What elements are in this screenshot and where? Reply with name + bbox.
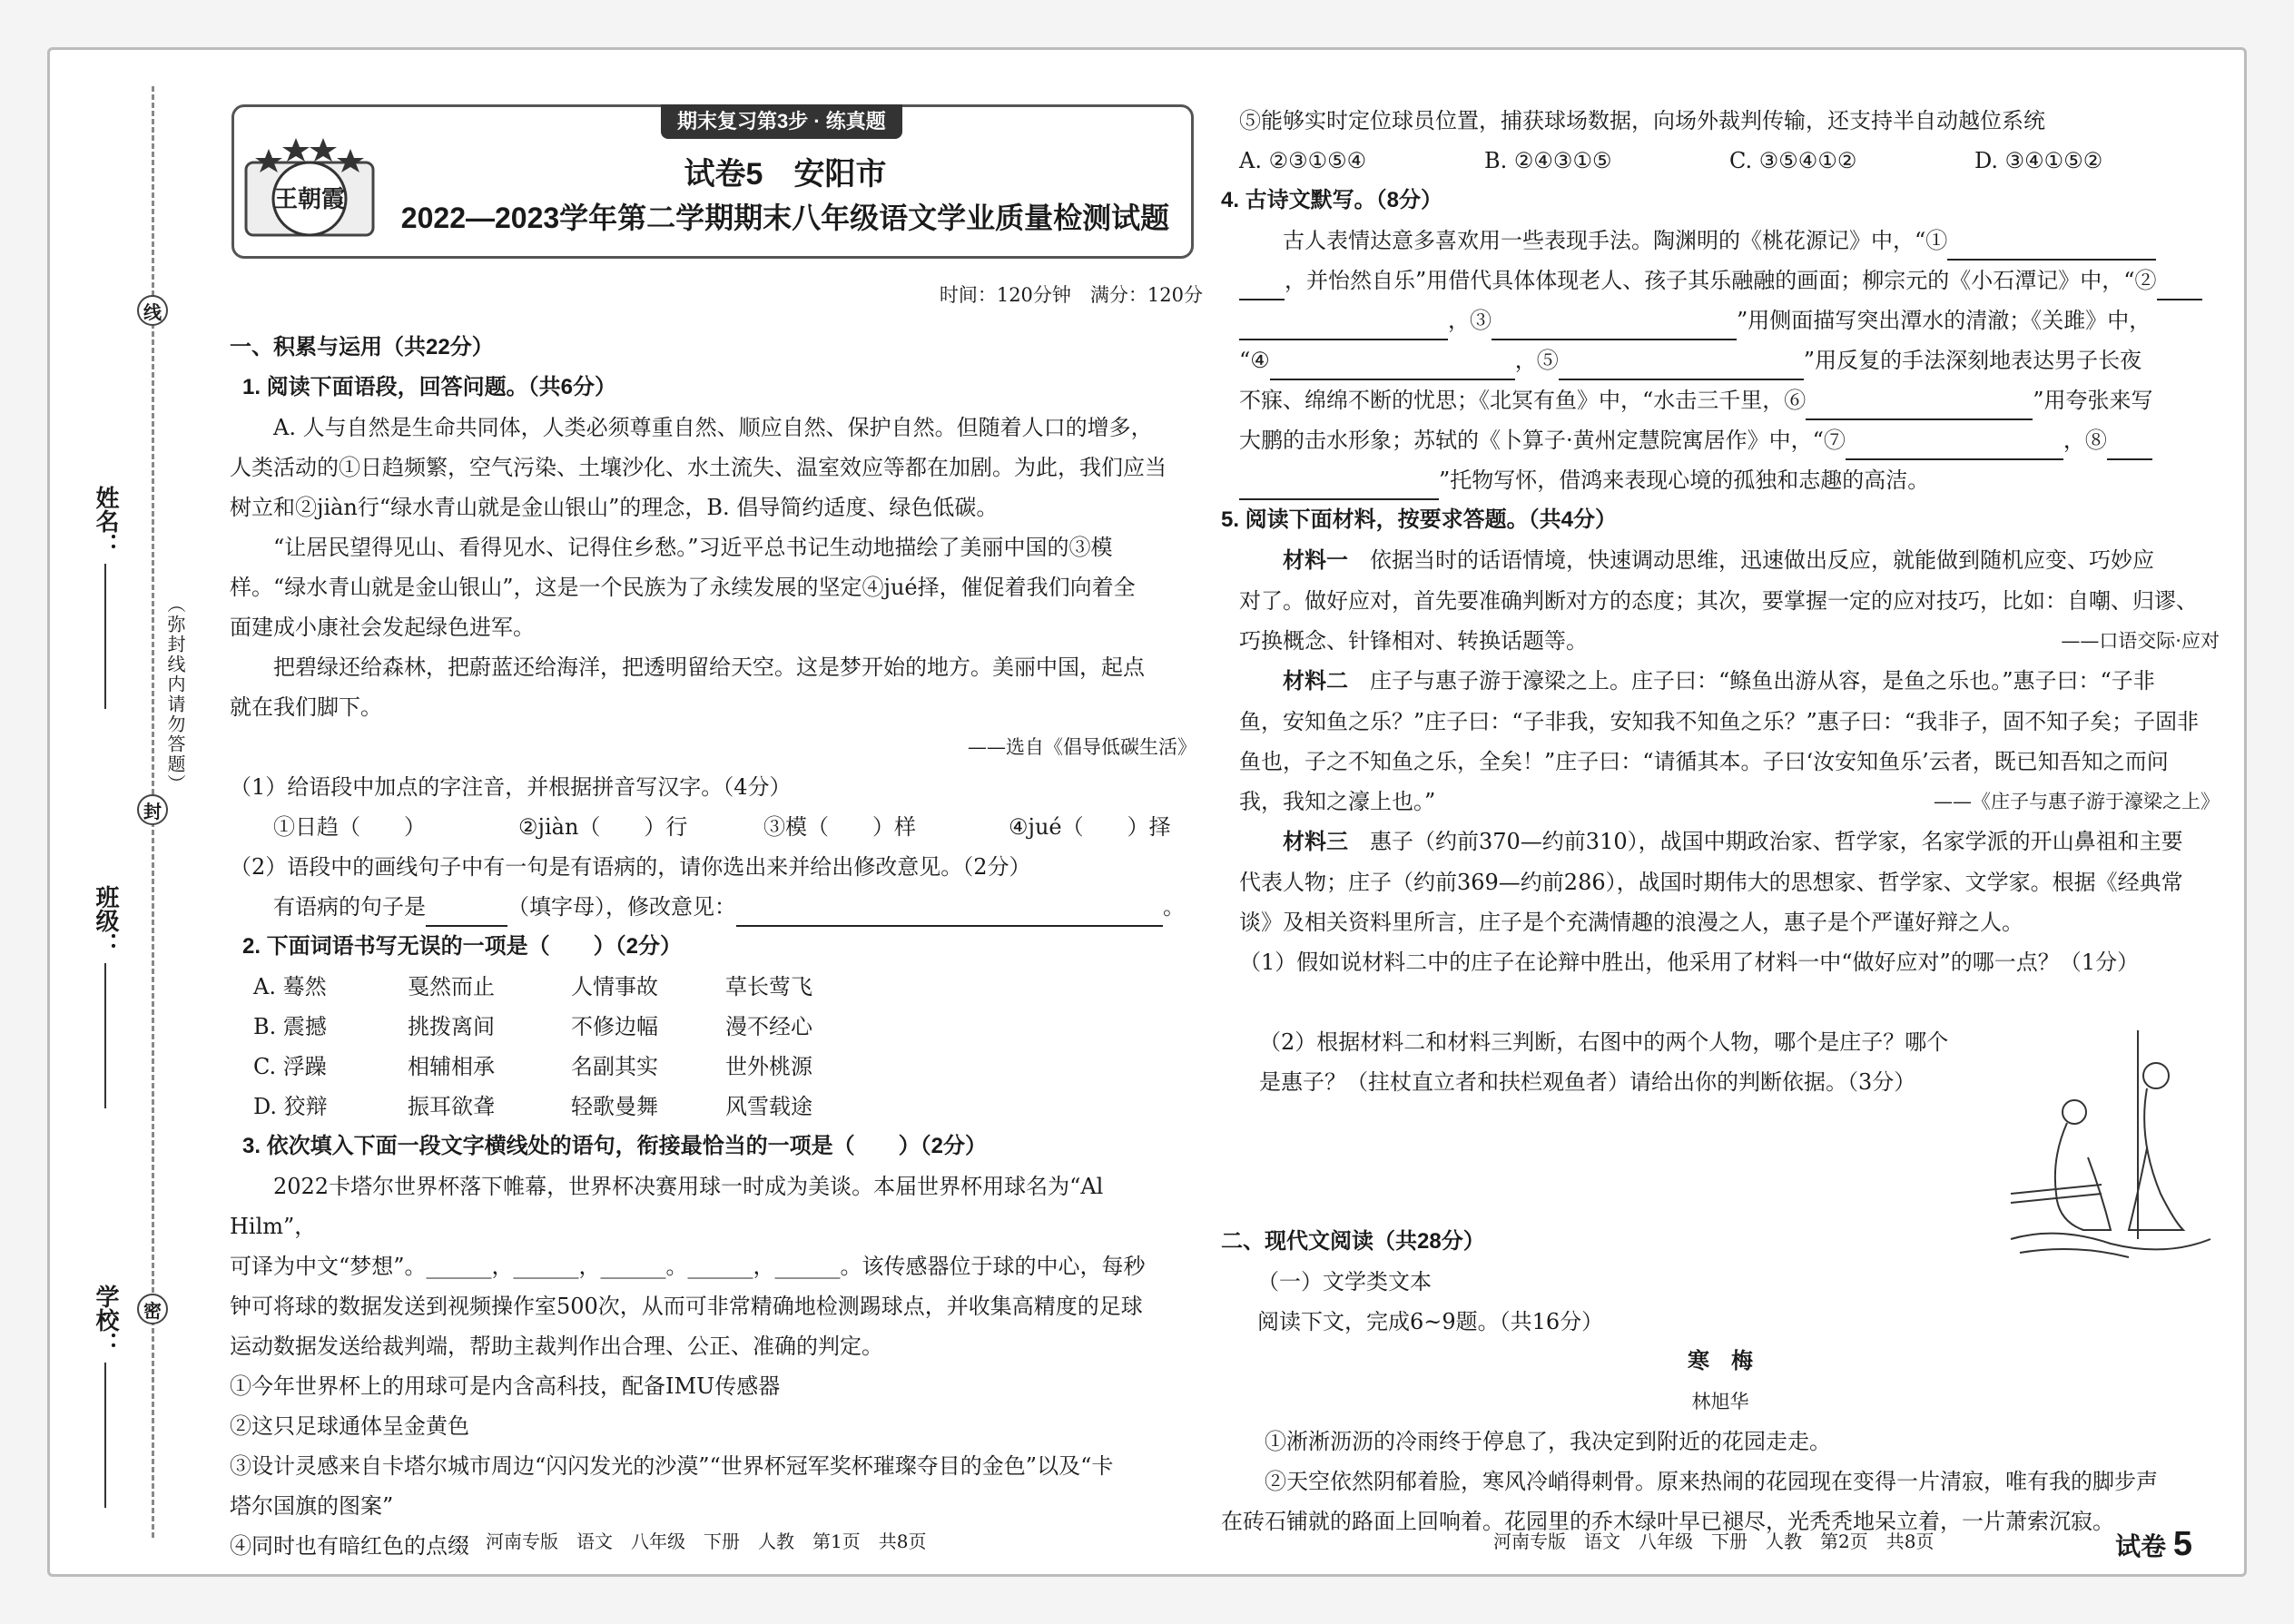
right-column bbox=[1221, 50, 2229, 1574]
section-2-instruction: 阅读下文，完成6~9题。（共16分） bbox=[1257, 1309, 1604, 1334]
q1-para1-a: A. 人与自然是生命共同体，人类必须尊重自然、顺应自然、保护自然。但随着人口的增多， bbox=[273, 415, 1153, 440]
q4-blank-2b[interactable] bbox=[1239, 313, 1448, 340]
exam-subtitle: 2022—2023学年第二学期期末八年级语文学业质量检测试题 bbox=[400, 202, 1170, 234]
school-label: 学校： bbox=[92, 1284, 119, 1355]
time-score-info: 时间：120分钟 满分：120分 bbox=[939, 284, 1203, 306]
material-1-label: 材料一 bbox=[1283, 548, 1348, 573]
q4-line-1: 古人表情达意多喜欢用一些表现手法。陶渊明的《桃花源记》中，“① bbox=[1221, 221, 2220, 261]
q3-para-4: 运动数据发送给裁判端，帮助主裁判作出合理、公正、准确的判定。 bbox=[230, 1334, 883, 1359]
q1-answer-blank-fix[interactable] bbox=[736, 900, 1163, 927]
q5-sub2-a: （2）根据材料二和材料三判断，右图中的两个人物，哪个是庄子？哪个 bbox=[1259, 1029, 1949, 1055]
q3-option-b[interactable]: B. ②④③①⑤ bbox=[1484, 148, 1612, 173]
q4-line-4: “④ ，⑤ ”用反复的手法深刻地表达男子长夜 bbox=[1221, 340, 2220, 380]
left-body bbox=[230, 328, 1196, 1566]
left-column bbox=[186, 50, 1203, 1574]
q1-answer-line: 有语病的句子是 （填字母），修改意见： 。 bbox=[230, 887, 1196, 927]
material-1-source: ——口语交际·应对 bbox=[2061, 630, 2220, 652]
seal-char-feng: 封 bbox=[137, 794, 168, 825]
q4-blank-1[interactable] bbox=[1947, 233, 2156, 261]
q4-line-5: 不寐、绵绵不断的忧思；《北冥有鱼》中，“水击三千里，⑥ ”用夸张来写 bbox=[1221, 380, 2220, 420]
exam-header bbox=[231, 104, 1194, 259]
exam-title: 试卷5 安阳市 bbox=[684, 157, 887, 192]
q4-title: 4. 古诗文默写。（8分） bbox=[1221, 188, 1443, 212]
q4-line-3: ，③ ”用侧面描写突出潭水的清澈；《关雎》中， bbox=[1221, 300, 2220, 340]
q2-option-b[interactable]: B. 震撼 挑拨离间 不修边幅 漫不经心 bbox=[253, 1014, 812, 1039]
essay-author: 林旭华 bbox=[1691, 1391, 1749, 1412]
q3-item-5: ⑤能够实时定位球员位置，捕获球场数据，向场外裁判传输，还支持半自动越位系统 bbox=[1239, 108, 2045, 133]
q4-blank-5[interactable] bbox=[1559, 353, 1804, 380]
material-3-c: 谈》及相关资料里所言，庄子是个充满情趣的浪漫之人，惠子是个严谨好辩之人。 bbox=[1239, 910, 2023, 935]
q3-option-c[interactable]: C. ③⑤④①② bbox=[1729, 148, 1857, 173]
material-1-a: 材料一 依据当时的话语情境，快速调动思维，迅速做出反应，就能做到随机应变、巧妙应 bbox=[1283, 547, 2154, 573]
essay-title: 寒 梅 bbox=[1688, 1349, 1753, 1373]
material-3-b: 代表人物；庄子（约前369—约前286），战国时期伟大的思想家、哲学家、文学家。根据《经典常 bbox=[1239, 870, 2183, 895]
material-1-c: 巧换概念、针锋相对、转换话题等。 bbox=[1239, 628, 1588, 654]
page-tag-label: 试卷 bbox=[2115, 1532, 2167, 1560]
zhuangzi-huizi-illustration bbox=[2002, 1012, 2220, 1266]
q3-item-1: ①今年世界杯上的用球可是内含高科技，配备IMU传感器 bbox=[230, 1373, 781, 1399]
essay-para-1: ①淅淅沥沥的冷雨终于停息了，我决定到附近的花园走走。 bbox=[1265, 1429, 1831, 1454]
q1-para1-c: 树立和②jiàn行“绿水青山就是金山银山”的理念，B. 倡导简约适度、绿色低碳。 bbox=[230, 495, 999, 520]
material-2-a: 材料二 庄子与惠子游于濠梁之上。庄子曰：“鲦鱼出游从容，是鱼之乐也。”惠子曰：“子非 bbox=[1283, 668, 2155, 694]
q2-option-a[interactable]: A. 蓦然 戛然而止 人情事故 草长莺飞 bbox=[253, 974, 812, 999]
right-body bbox=[1221, 101, 2220, 1541]
q5-sub1: （1）假如说材料二中的庄子在论辩中胜出，他采用了材料一中“做好应对”的哪一点？（1分） bbox=[1239, 950, 2140, 975]
school-field[interactable] bbox=[86, 1284, 123, 1508]
q5-title: 5. 阅读下面材料，按要求答题。（共4分） bbox=[1221, 507, 1618, 532]
material-2-source: ——《庄子与惠子游于濠梁之上》 bbox=[1934, 791, 2220, 812]
section-1-title: 一、积累与运用（共22分） bbox=[230, 335, 494, 359]
q4-blank-6[interactable] bbox=[1806, 393, 2033, 420]
name-field[interactable] bbox=[86, 486, 123, 709]
material-2-label: 材料二 bbox=[1283, 669, 1348, 694]
page-tag-number: 5 bbox=[2172, 1525, 2192, 1563]
name-label: 姓名： bbox=[92, 486, 119, 556]
q1-title: 1. 阅读下面语段，回答问题。（共6分） bbox=[242, 375, 617, 399]
q3-para-2: 可译为中文“梦想”。______，______，______。______，______。该传感器位于球的中心，每秒 bbox=[230, 1254, 1146, 1279]
q4-blank-8[interactable] bbox=[2107, 433, 2152, 460]
q4-line-7: ”托物写怀，借鸿来表现心境的孤独和志趣的高洁。 bbox=[1221, 460, 2220, 500]
material-2-d: 我，我知之濠上也。” bbox=[1239, 789, 1436, 814]
q3-title: 3. 依次填入下面一段文字横线处的语句，衔接最恰当的一项是（ ）（2分） bbox=[242, 1134, 988, 1158]
publisher-logo bbox=[241, 113, 378, 249]
q3-para-1: 2022卡塔尔世界杯落下帷幕，世界杯决赛用球一时成为美谈。本届世界杯用球名为“Al Hilm”， bbox=[230, 1174, 1104, 1239]
material-2-c: 鱼也，子之不知鱼之乐，全矣！”庄子曰：“请循其本。子曰‘汝安知鱼乐’云者，既已知吾知之而问 bbox=[1239, 749, 2169, 774]
q1-fill-1[interactable]: ①日趋（ ） bbox=[273, 814, 426, 840]
svg-text:王朝霞: 王朝霞 bbox=[273, 186, 346, 213]
q1-answer-blank-letter[interactable] bbox=[426, 900, 507, 927]
material-1-b: 对了。做好应对，首先要准确判断对方的态度；其次，要掌握一定的应对技巧，比如：自嘲、归谬、 bbox=[1239, 588, 2198, 614]
right-footer: 河南专版 语文 八年级 下册 人教 第2页 共8页 bbox=[1493, 1530, 1935, 1552]
q4-line-6: 大鹏的击水形象；苏轼的《卜算子·黄州定慧院寓居作》中，“⑦ ，⑧ bbox=[1221, 420, 2220, 460]
q3-item-3: ③设计灵感来自卡塔尔城市周边“闪闪发光的沙漠”“世界杯冠军奖杯璀璨夺目的金色”以及“卡 bbox=[230, 1453, 1114, 1479]
q1-fill-row bbox=[230, 807, 1196, 847]
q4-blank-2[interactable] bbox=[2157, 273, 2202, 300]
q1-answer-label-a: 有语病的句子是 bbox=[273, 894, 426, 920]
q2-option-c[interactable]: C. 浮躁 相辅相承 名副其实 世外桃源 bbox=[253, 1054, 812, 1079]
q1-para2-a: “让居民望得见山、看得见水、记得住乡愁。”习近平总书记生动地描绘了美丽中国的③模 bbox=[273, 535, 1113, 560]
q2-title: 2. 下面词语书写无误的一项是（ ）（2分） bbox=[242, 934, 683, 959]
essay-para-2-b: 在砖石铺就的路面上回响着。花园里的乔木绿叶早已褪尽，光秃秃地呆立着，一片萧索沉寂。 bbox=[1221, 1509, 2114, 1534]
q3-option-d[interactable]: D. ③④①⑤② bbox=[1974, 148, 2103, 173]
q2-options bbox=[230, 967, 1196, 1127]
q2-option-d[interactable]: D. 狡辩 振耳欲聋 轻歌曼舞 风雪载途 bbox=[253, 1094, 812, 1119]
q1-para2-b: 样。“绿水青山就是金山银山”，这是一个民族为了永续发展的坚定④jué择，催促着我们向着全 bbox=[230, 575, 1136, 600]
q3-item-2: ②这只足球通体呈金黄色 bbox=[230, 1413, 469, 1439]
q4-blank-7[interactable] bbox=[1846, 433, 2063, 460]
q1-sub2: （2）语段中的画线句子中有一句是有语病的，请你选出来并给出修改意见。（2分） bbox=[230, 854, 1031, 880]
q1-para1-b: 人类活动的①日趋频繁，空气污染、土壤沙化、水土流失、温室效应等都在加剧。为此，我们应当 bbox=[230, 455, 1167, 480]
page-tag bbox=[2115, 1524, 2192, 1567]
q1-answer-label-b: （填字母），修改意见： bbox=[507, 894, 736, 920]
q5-sub2-b: 是惠子？（拄杖直立者和扶栏观鱼者）请给出你的判断依据。（3分） bbox=[1259, 1069, 1916, 1095]
q1-fill-3[interactable]: ③模（ ）样 bbox=[763, 814, 916, 840]
q4-blank-4[interactable] bbox=[1270, 353, 1515, 380]
q1-para3-a: 把碧绿还给森林，把蔚蓝还给海洋，把透明留给天空。这是梦开始的地方。美丽中国，起点 bbox=[273, 655, 1145, 680]
material-3-a: 材料三 惠子（约前370—约前310），战国中期政治家、哲学家，名家学派的开山鼻祖和主要 bbox=[1283, 829, 2183, 854]
section-2-sub: （一）文学类文本 bbox=[1257, 1269, 1432, 1294]
q4-blank-3[interactable] bbox=[1492, 313, 1737, 340]
essay-para-2-a: ②天空依然阴郁着脸，寒风冷峭得刺骨。原来热闹的花园现在变得一片清寂，唯有我的脚步声 bbox=[1265, 1469, 2158, 1494]
material-2-b: 鱼，安知鱼之乐？”庄子曰：“子非我，安知我不知鱼之乐？”惠子曰：“我非子，固不知子矣；子固非 bbox=[1239, 709, 2200, 734]
seal-note: （弥封线内请勿答题） bbox=[164, 595, 186, 794]
q4-blank-8b[interactable] bbox=[1239, 473, 1439, 500]
q1-para3-b: 就在我们脚下。 bbox=[230, 694, 382, 720]
q1-fill-2[interactable]: ②jiàn（ ）行 bbox=[518, 814, 688, 840]
q1-fill-4[interactable]: ④jué（ ）择 bbox=[1009, 814, 1171, 840]
class-field[interactable] bbox=[86, 885, 123, 1108]
q3-item-4: ④同时也有暗红色的点缀 bbox=[230, 1533, 469, 1559]
q1-source: ——选自《倡导低碳生活》 bbox=[968, 736, 1196, 758]
q3-options bbox=[1221, 141, 2220, 181]
q3-para-3: 钟可将球的数据发送到视频操作室500次，从而可非常精确地检测踢球点，并收集高精度的足球 bbox=[230, 1294, 1143, 1319]
q4-line-2: ，并怡然自乐”用借代具体体现老人、孩子其乐融融的画面；柳宗元的《小石潭记》中，“② bbox=[1221, 261, 2220, 300]
seal-char-mi: 密 bbox=[137, 1294, 168, 1324]
step-badge: 期末复习第3步 · 练真题 bbox=[661, 104, 902, 139]
binding-strip bbox=[50, 50, 186, 1574]
q1-sub1: （1）给语段中加点的字注音，并根据拼音写汉字。（4分） bbox=[230, 774, 792, 800]
class-label: 班级： bbox=[92, 885, 119, 956]
seal-char-xian: 线 bbox=[137, 295, 168, 326]
q3-item-3-cont: 塔尔国旗的图案” bbox=[230, 1493, 394, 1519]
q1-para2-c: 面建成小康社会发起绿色进军。 bbox=[230, 615, 535, 640]
exam-sheet bbox=[47, 47, 2247, 1577]
q4-blank-1b[interactable] bbox=[1239, 273, 1285, 300]
section-2-title: 二、现代文阅读（共28分） bbox=[1221, 1229, 1485, 1254]
left-footer: 河南专版 语文 八年级 下册 人教 第1页 共8页 bbox=[486, 1530, 927, 1552]
material-3-label: 材料三 bbox=[1283, 830, 1348, 854]
q3-option-a[interactable]: A. ②③①⑤④ bbox=[1239, 148, 1367, 173]
